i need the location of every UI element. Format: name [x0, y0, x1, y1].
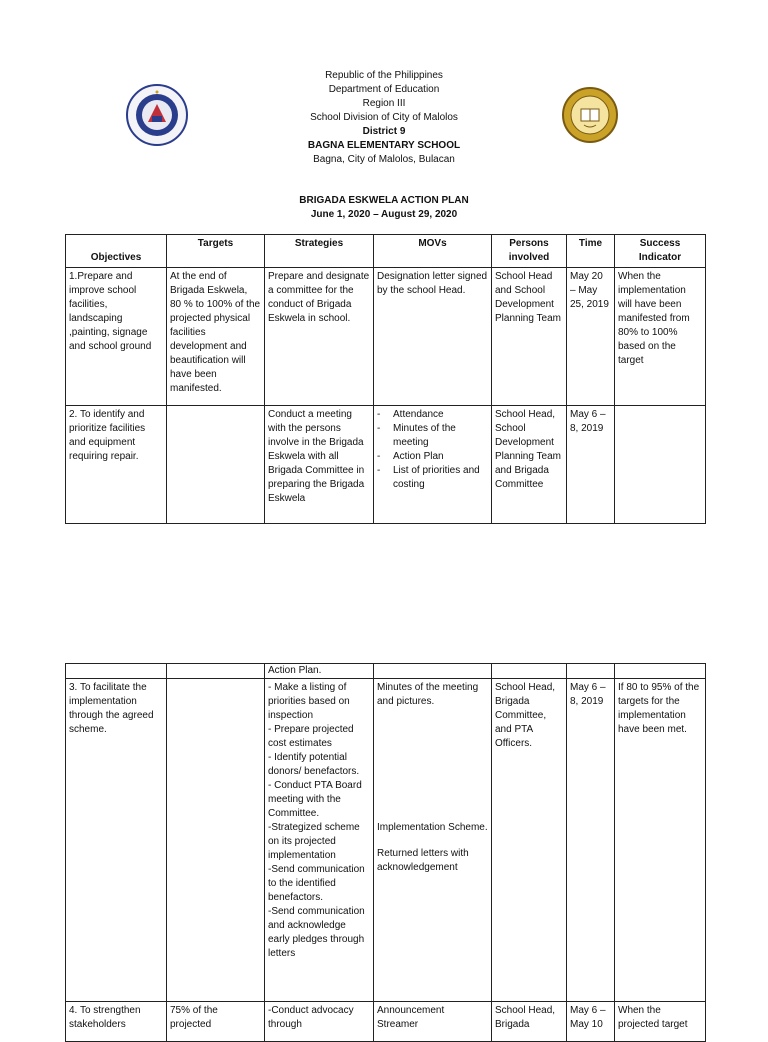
cell-strategy: Action Plan. — [265, 664, 374, 679]
mov-item: - Attendance — [377, 408, 488, 422]
district-label: District 9 — [362, 126, 406, 137]
table-row — [66, 679, 706, 1002]
cell-strategy: -Conduct advocacy through — [265, 1002, 374, 1042]
header-line-3: Region III — [362, 98, 406, 109]
cell-persons: School Head, Brigada — [492, 1002, 567, 1042]
col-strategies: Strategies — [265, 235, 374, 268]
col-persons: Persons involved — [492, 235, 567, 268]
strategy-line: - Prepare projected cost estimates — [268, 724, 354, 749]
cell-time: May 20 – May 25, 2019 — [567, 268, 615, 406]
strategy-line: -Send communication and acknowledge early pledges through letters — [268, 906, 365, 959]
mov-item: - Action Plan — [377, 450, 488, 464]
col-targets: Targets — [167, 235, 265, 268]
cell-indicator: If 80 to 95% of the targets for the implementation have been met. — [615, 679, 706, 1002]
cell-objective: 2. To identify and prioritize facilities and equipment requiring repair. — [66, 406, 167, 524]
cell-target — [167, 406, 265, 524]
col-indicator: Success Indicator — [615, 235, 706, 268]
strategy-line: - Make a listing of priorities based on inspection — [268, 682, 350, 721]
table-header-row — [66, 235, 706, 268]
strategy-line: - Identify potential donors/ benefactors. — [268, 752, 360, 777]
col-movs: MOVs — [374, 235, 492, 268]
strategy-line: -Strategized scheme on its projected implementation — [268, 822, 360, 861]
cell-persons: School Head, School Development Planning Team and Brigada Committee — [492, 406, 567, 524]
mov-text: Returned letters with acknowledgement — [377, 848, 469, 873]
col-objectives: Objectives — [66, 235, 167, 268]
mov-item: - List of priorities and costing — [377, 464, 488, 492]
mov-text: Implementation Scheme. — [377, 822, 488, 833]
cell-indicator: When the projected target — [615, 1002, 706, 1042]
cell-indicator: When the implementation will have been manifested from 80% to 100% based on the target — [615, 268, 706, 406]
col-time: Time — [567, 235, 615, 268]
table-row-continued — [66, 664, 706, 679]
plan-dates: June 1, 2020 – August 29, 2020 — [310, 209, 458, 220]
table-row — [66, 406, 706, 524]
letterhead — [0, 69, 768, 167]
cell-target — [167, 679, 265, 1002]
cell-objective: 4. To strengthen stakeholders — [66, 1002, 167, 1042]
cell-movs — [374, 679, 492, 1002]
cell-persons: School Head and School Development Planning Team — [492, 268, 567, 406]
cell-time: May 6 – 8, 2019 — [567, 406, 615, 524]
cell-objective: 3. To facilitate the implementation through the agreed scheme. — [66, 679, 167, 1002]
cell-strategy: Prepare and designate a committee for the conduct of Brigada Eskwela in school. — [265, 268, 374, 406]
cell-movs: Announcement Streamer — [374, 1002, 492, 1042]
strategy-line: - Conduct PTA Board meeting with the Committee. — [268, 780, 362, 819]
school-name: BAGNA ELEMENTARY SCHOOL — [307, 140, 461, 151]
table-row — [66, 1002, 706, 1042]
action-plan-table-2 — [65, 663, 706, 1042]
cell-strategy: Conduct a meeting with the persons involve in the Brigada Eskwela with all Brigada Committee in preparing the Brigada Eskwela — [265, 406, 374, 524]
mov-item: - Minutes of the meeting — [377, 422, 488, 450]
mov-text: Minutes of the meeting and pictures. — [377, 682, 479, 707]
table-row — [66, 268, 706, 406]
cell-time: May 6 – May 10 — [567, 1002, 615, 1042]
action-plan-table-1 — [65, 234, 706, 524]
cell-movs: Designation letter signed by the school Head. — [374, 268, 492, 406]
cell-objective: 1.Prepare and improve school facilities, landscaping ,painting, signage and school ground — [66, 268, 167, 406]
plan-title-block — [0, 194, 768, 222]
cell-target: At the end of Brigada Eskwela, 80 % to 100% of the projected physical facilities development and beautification will have been manifested. — [167, 268, 265, 406]
cell-time: May 6 – 8, 2019 — [567, 679, 615, 1002]
header-line-1: Republic of the Philippines — [325, 70, 443, 81]
plan-title: BRIGADA ESKWELA ACTION PLAN — [299, 195, 469, 206]
cell-persons: School Head, Brigada Committee, and PTA Officers. — [492, 679, 567, 1002]
header-line-4: School Division of City of Malolos — [310, 112, 458, 123]
strategy-line: -Send communication to the identified benefactors. — [268, 864, 365, 903]
cell-target: 75% of the projected — [167, 1002, 265, 1042]
cell-movs — [374, 406, 492, 524]
cell-strategy — [265, 679, 374, 1002]
school-address: Bagna, City of Malolos, Bulacan — [313, 154, 455, 165]
header-line-2: Department of Education — [328, 84, 440, 95]
cell-indicator — [615, 406, 706, 524]
